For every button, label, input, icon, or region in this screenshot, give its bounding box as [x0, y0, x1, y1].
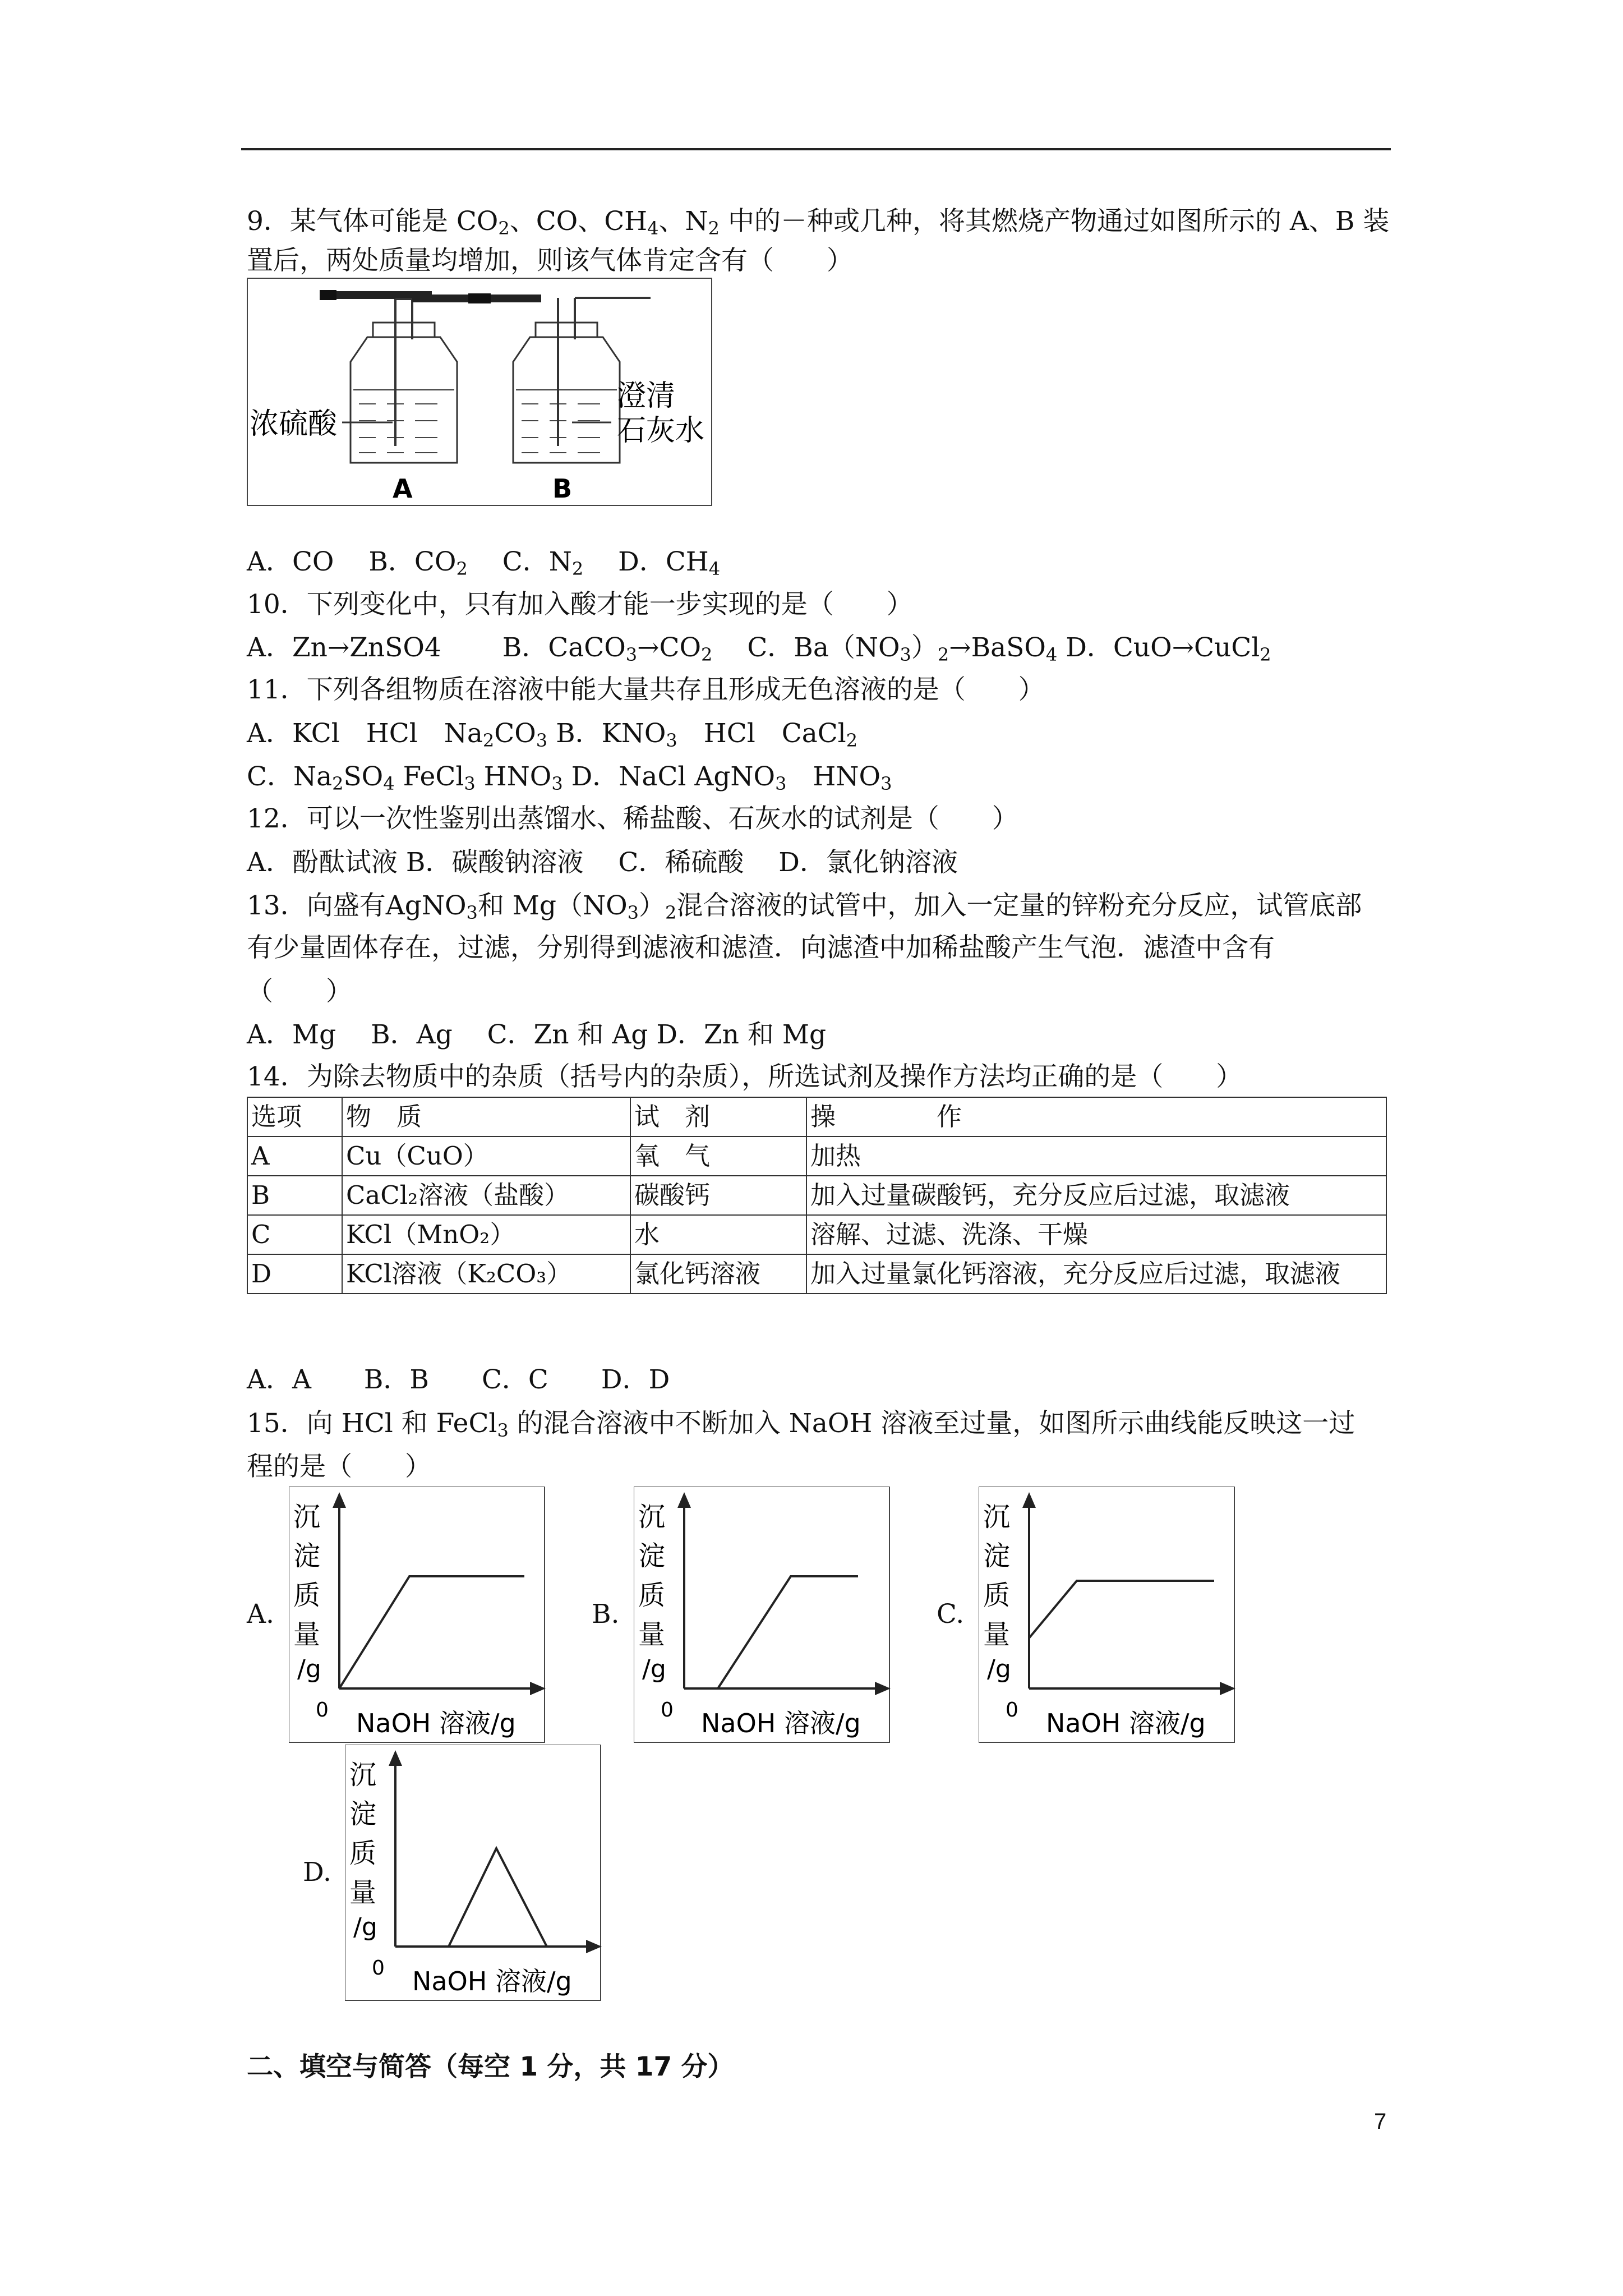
table-cell: 碳酸钙 — [630, 1176, 806, 1215]
table-header-cell: 操 作 — [806, 1097, 1386, 1137]
graph-d-label: D. — [303, 1857, 331, 1888]
q10-options: A．Zn→ZnSO4 B．$CaCO_3\to CO_2$ C．$Ba(NO_3)_2\to BaSO_4$ D．CuO→CuCl$_2$ — [247, 632, 1271, 665]
y-axis-char: 淀 — [983, 1540, 1011, 1572]
y-axis-unit: /g — [353, 1913, 377, 1941]
graph-a-label: A. — [247, 1599, 274, 1630]
q11-stem: 11．下列各组物质在溶液中能大量共存且形成无色溶液的是（ ） — [247, 674, 1045, 705]
table-cell: KCl溶液（K₂CO₃） — [342, 1254, 630, 1294]
y-axis-char: 沉 — [293, 1501, 321, 1533]
table-cell: A — [247, 1137, 342, 1176]
y-axis-char: 淀 — [293, 1540, 321, 1572]
x-axis-label: NaOH 溶液/g — [701, 1708, 861, 1738]
q15-stem-line1: 15．向 HCl 和 FeCl$_3$ 的混合溶液中不断加入 NaOH 溶液至过量，如图所示曲线能反映这一过 — [247, 1408, 1355, 1441]
y-axis-char: 淀 — [349, 1798, 377, 1830]
graph-b-label: B. — [592, 1599, 620, 1630]
table-cell: B — [247, 1176, 342, 1215]
origin-label: 0 — [372, 1957, 385, 1980]
table-row — [247, 1254, 1386, 1294]
table-row — [247, 1215, 1386, 1254]
q14-table — [247, 1097, 1387, 1294]
table-cell: 氯化钙溶液 — [630, 1254, 806, 1294]
y-axis-char: 沉 — [638, 1501, 666, 1533]
y-axis-char: 沉 — [349, 1759, 377, 1791]
label-limewater: 石灰水 — [617, 414, 705, 448]
q10-stem: 10．下列变化中，只有加入酸才能一步实现的是（ ） — [247, 589, 913, 620]
q14-stem: 14．为除去物质中的杂质（括号内的杂质），所选试剂及操作方法均正确的是（ ） — [247, 1061, 1243, 1092]
table-row — [247, 1137, 1386, 1176]
table-header-cell: 试 剂 — [630, 1097, 806, 1137]
section-2-heading: 二、填空与简答（每空 1 分，共 17 分） — [247, 2051, 734, 2082]
header-rule — [241, 148, 1391, 150]
y-axis-char: 质 — [293, 1580, 321, 1611]
table-cell: C — [247, 1215, 342, 1254]
q11-options-line2: C．$Na_2SO_4$ FeCl$_3$ $HNO_3$ D．NaCl AgNO$_3$ $HNO_3$ — [247, 761, 892, 794]
table-cell: KCl（MnO₂） — [342, 1215, 630, 1254]
q11-options-line1: A．KCl HCl $Na_2CO_3$ B．$KNO_3$ HCl CaCl$_2$ — [247, 718, 858, 751]
table-cell: 加入过量氯化钙溶液，充分反应后过滤，取滤液 — [806, 1254, 1386, 1294]
label-bottle-b: B — [552, 473, 573, 504]
q12-options: A．酚酞试液 B．碳酸钠溶液 C．稀硫酸 D．氯化钠溶液 — [247, 847, 958, 878]
q9-options: A．CO B．$CO_2$ C．$N_2$ D．$CH_4$ — [247, 546, 721, 579]
y-axis-unit: /g — [642, 1655, 666, 1683]
y-axis-char: 量 — [349, 1877, 377, 1908]
table-header-row — [247, 1097, 1386, 1137]
y-axis-char: 质 — [638, 1580, 666, 1611]
origin-label: 0 — [1006, 1699, 1018, 1722]
table-cell: Cu（CuO） — [342, 1137, 630, 1176]
y-axis-unit: /g — [987, 1655, 1011, 1683]
table-header-cell: 选项 — [247, 1097, 342, 1137]
table-cell: 氧 气 — [630, 1137, 806, 1176]
table-row — [247, 1176, 1386, 1215]
y-axis-char: 量 — [293, 1619, 321, 1650]
origin-label: 0 — [661, 1699, 674, 1722]
table-cell: 加入过量碳酸钙，充分反应后过滤，取滤液 — [806, 1176, 1386, 1215]
q13-options: A．Mg B．Ag C．Zn 和 Ag D．Zn 和 Mg — [247, 1019, 827, 1050]
q15-stem-line2: 程的是（ ） — [247, 1451, 431, 1482]
q13-stem-line3: （ ） — [247, 976, 352, 1007]
x-axis-label: NaOH 溶液/g — [356, 1708, 516, 1738]
q13-stem-line2: 有少量固体存在，过滤，分别得到滤液和滤渣．向滤渣中加稀盐酸产生气泡．滤渣中含有 — [247, 932, 1275, 963]
origin-label: 0 — [316, 1699, 329, 1722]
x-axis-label: NaOH 溶液/g — [412, 1966, 572, 1996]
label-clear: 澄清 — [617, 379, 676, 413]
y-axis-char: 量 — [983, 1619, 1011, 1650]
q14-options: A．A B．B C．C D．D — [247, 1364, 670, 1395]
q12-stem: 12．可以一次性鉴别出蒸馏水、稀盐酸、石灰水的试剂是（ ） — [247, 803, 1018, 834]
q13-stem-line1: 13．向盛有AgNO$_3$和 $Mg(NO_3)_2$混合溶液的试管中，加入一定量的锌粉充分反应，试管底部 — [247, 890, 1362, 923]
table-cell: 加热 — [806, 1137, 1386, 1176]
q9-stem-line1: 9．某气体可能是 $CO_2$、CO、$CH_4$、$N_2$ 中的－种或几种，将其燃烧产物通过如图所示的 A、B 装 — [247, 206, 1390, 239]
graph-a — [289, 1487, 547, 1745]
y-axis-char: 质 — [983, 1580, 1011, 1611]
label-conc-sulfuric-acid: 浓硫酸 — [250, 407, 338, 441]
table-cell: 溶解、过滤、洗涤、干燥 — [806, 1215, 1386, 1254]
table-header-cell: 物 质 — [342, 1097, 630, 1137]
table-cell: 水 — [630, 1215, 806, 1254]
graph-b — [634, 1487, 892, 1745]
y-axis-char: 沉 — [983, 1501, 1011, 1533]
y-axis-char: 量 — [638, 1619, 666, 1650]
graph-c-label: C. — [937, 1599, 965, 1630]
table-cell: CaCl₂溶液（盐酸） — [342, 1176, 630, 1215]
graph-c — [979, 1487, 1237, 1745]
page-number: 7 — [1374, 2109, 1387, 2134]
y-axis-unit: /g — [297, 1655, 321, 1683]
graph-d — [345, 1745, 603, 2003]
y-axis-char: 淀 — [638, 1540, 666, 1572]
x-axis-label: NaOH 溶液/g — [1046, 1708, 1206, 1738]
table-cell: D — [247, 1254, 342, 1294]
q9-stem-line2: 置后，两处质量均增加，则该气体肯定含有（ ） — [247, 245, 853, 276]
q9-apparatus-figure — [247, 278, 712, 508]
label-bottle-a: A — [393, 473, 413, 504]
y-axis-char: 质 — [349, 1838, 377, 1869]
